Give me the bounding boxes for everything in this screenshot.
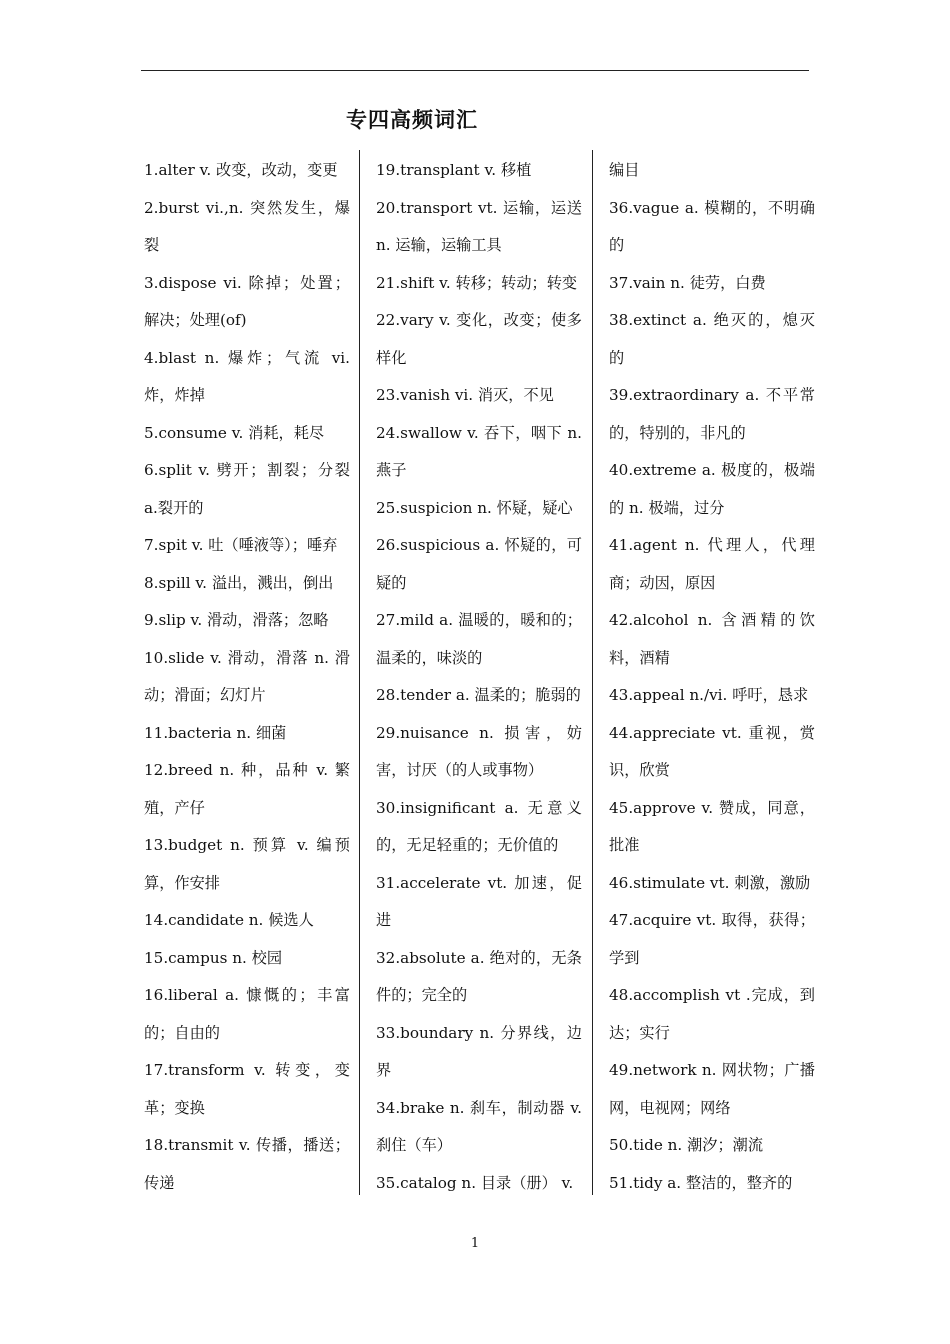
vocab-entry: 12.breed n. 种，品种 v. 繁殖，产仔 xyxy=(144,761,350,817)
page-number: 1 xyxy=(470,1236,480,1251)
vocab-entry: 38.extinct a. 绝灭的，熄灭的 xyxy=(609,311,815,367)
vocab-entry: 2.burst vi.,n. 突然发生，爆裂 xyxy=(144,198,350,254)
vocab-entry: 51.tidy a. 整洁的，整齐的 xyxy=(609,1173,793,1192)
column-divider-1 xyxy=(359,150,360,1195)
vocab-entry: 33.boundary n. 分界线，边界 xyxy=(376,1023,582,1079)
vocab-entry: 28.tender a. 温柔的；脆弱的 xyxy=(376,686,581,704)
vocab-entry: 36.vague a. 模糊的，不明确的 xyxy=(609,198,815,254)
vocab-entry: 47.acquire vt. 取得，获得；学到 xyxy=(609,911,815,967)
vocab-entry: 34.brake n. 刹车，制动器 v. 刹住（车） xyxy=(376,1098,582,1154)
vocab-entry: 49.network n. 网状物；广播网，电视网；网络 xyxy=(609,1061,815,1117)
vocab-entry: 15.campus n. 校园 xyxy=(144,948,283,967)
vocab-entry: 21.shift v. 转移；转动；转变 xyxy=(376,273,578,292)
vocab-entry: 13.budget n. 预算 v. 编预算，作安排 xyxy=(144,836,350,892)
vocab-entry: 19.transplant v. 移植 xyxy=(376,161,532,179)
vocab-entry: 编目 xyxy=(609,161,640,179)
vocab-entry: 25.suspicion n. 怀疑，疑心 xyxy=(376,498,573,517)
vocab-entry: 4.blast n. 爆炸；气流 vi. 炸，炸掉 xyxy=(144,348,350,404)
vocab-entry: 20.transport vt. 运输，运送 n. 运输，运输工具 xyxy=(376,198,582,254)
vocab-entry: 32.absolute a. 绝对的，无条件的；完全的 xyxy=(376,948,582,1004)
vocab-entry: 6.split v. 劈开；割裂；分裂 a.裂开的 xyxy=(144,461,350,517)
vocab-entry: 9.slip v. 滑动，滑落；忽略 xyxy=(144,611,329,629)
vocab-entry: 26.suspicious a. 怀疑的，可疑的 xyxy=(376,536,582,592)
vocab-entry: 3.dispose vi. 除掉；处置；解决；处理(of) xyxy=(144,273,350,329)
column-divider-2 xyxy=(592,150,593,1195)
vocab-entry: 1.alter v. 改变，改动，变更 xyxy=(144,161,338,179)
vocab-entry: 48.accomplish vt .完成，到达；实行 xyxy=(609,986,815,1042)
vocab-entry: 5.consume v. 消耗，耗尽 xyxy=(144,423,325,442)
vocab-entry: 11.bacteria n. 细菌 xyxy=(144,723,287,742)
document-title: 专四高频词汇 xyxy=(346,108,478,132)
vocab-entry: 35.catalog n. 目录（册） v. xyxy=(376,1173,574,1192)
vocab-column-1 xyxy=(144,152,350,1202)
vocab-entry: 41.agent n. 代理人，代理商；动因，原因 xyxy=(609,536,815,592)
vocab-entry: 29.nuisance n. 损害，妨害，讨厌（的人或事物） xyxy=(376,723,582,779)
vocab-entry: 39.extraordinary a. 不平常的，特别的，非凡的 xyxy=(609,386,815,442)
vocab-entry: 18.transmit v. 传播，播送；传递 xyxy=(144,1136,350,1192)
vocab-entry: 46.stimulate vt. 刺激，激励 xyxy=(609,873,811,892)
vocab-entry: 37.vain n. 徒劳，白费 xyxy=(609,273,766,292)
vocab-column-2 xyxy=(376,152,582,1202)
vocab-entry: 22.vary v. 变化，改变；使多样化 xyxy=(376,311,582,367)
vocab-entry: 10.slide v. 滑动，滑落 n. 滑动；滑面；幻灯片 xyxy=(144,648,350,704)
vocab-entry: 42.alcohol n. 含酒精的饮料，酒精 xyxy=(609,611,815,667)
vocab-entry: 14.candidate n. 候选人 xyxy=(144,911,314,929)
vocab-entry: 44.appreciate vt. 重视，赏识，欣赏 xyxy=(609,723,815,779)
vocab-entry: 7.spit v. 吐（唾液等）；唾弃 xyxy=(144,536,338,554)
vocab-entry: 45.approve v. 赞成，同意，批准 xyxy=(609,798,815,854)
vocab-entry: 8.spill v. 溢出，溅出，倒出 xyxy=(144,573,334,592)
vocab-entry: 30.insignificant a. 无意义的，无足轻重的；无价值的 xyxy=(376,798,582,854)
vocab-entry: 27.mild a. 温暖的，暖和的；温柔的，味淡的 xyxy=(376,611,582,667)
vocab-entry: 50.tide n. 潮汐；潮流 xyxy=(609,1136,764,1154)
vocab-entry: 17.transform v. 转变，变革；变换 xyxy=(144,1061,350,1117)
vocab-entry: 40.extreme a. 极度的，极端的 n. 极端，过分 xyxy=(609,461,815,517)
header-rule xyxy=(141,70,809,71)
vocab-entry: 23.vanish vi. 消灭，不见 xyxy=(376,386,554,404)
vocab-entry: 16.liberal a. 慷慨的；丰富的；自由的 xyxy=(144,986,350,1042)
vocab-entry: 24.swallow v. 吞下，咽下 n. 燕子 xyxy=(376,423,582,479)
vocab-entry: 31.accelerate vt. 加速，促进 xyxy=(376,873,582,929)
vocab-entry: 43.appeal n./vi. 呼吁，恳求 xyxy=(609,686,809,704)
vocab-column-3 xyxy=(609,152,815,1202)
